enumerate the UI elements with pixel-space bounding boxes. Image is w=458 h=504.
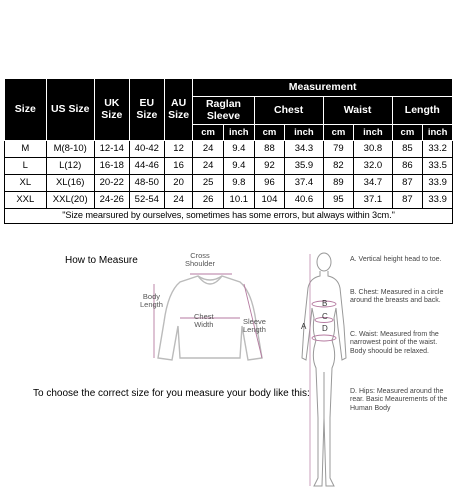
cell-chest-cm: 96 <box>254 175 285 192</box>
size-chart-table <box>4 78 453 224</box>
header-chest: Chest <box>254 97 323 125</box>
cell-raglan-inch: 9.4 <box>223 158 254 175</box>
cell-chest-cm: 88 <box>254 141 285 158</box>
unit-inch: inch <box>423 125 453 141</box>
cell-chest-inch: 35.9 <box>285 158 323 175</box>
cell-us: M(8-10) <box>46 141 94 158</box>
cell-waist-cm: 82 <box>323 158 354 175</box>
cell-length-cm: 87 <box>392 175 423 192</box>
cell-chest-inch: 37.4 <box>285 175 323 192</box>
unit-inch: inch <box>354 125 392 141</box>
cell-chest-inch: 34.3 <box>285 141 323 158</box>
body-length-label: Body Length <box>140 292 163 309</box>
measurement-note: "Size mearsured by ourselves, sometimes has some errors, but always within 3cm." <box>5 209 453 224</box>
cell-us: XL(16) <box>46 175 94 192</box>
table-row <box>5 175 453 192</box>
cell-length-inch: 33.5 <box>423 158 453 175</box>
cell-us: XXL(20) <box>46 192 94 209</box>
cell-size: XXL <box>5 192 47 209</box>
legend-b: B. Chest: Measured in a circle around the breasts and back. <box>350 289 444 305</box>
cell-waist-cm: 95 <box>323 192 354 209</box>
table-row <box>5 192 453 209</box>
cell-raglan-inch: 10.1 <box>223 192 254 209</box>
header-length: Length <box>392 97 452 125</box>
figure-label-c: C <box>322 312 328 321</box>
cell-us: L(12) <box>46 158 94 175</box>
cell-size: XL <box>5 175 47 192</box>
unit-inch: inch <box>285 125 323 141</box>
cell-size: L <box>5 158 47 175</box>
cell-raglan-cm: 24 <box>193 141 224 158</box>
cell-waist-inch: 32.0 <box>354 158 392 175</box>
cell-waist-inch: 34.7 <box>354 175 392 192</box>
figure-label-b: B <box>322 299 328 308</box>
cell-length-cm: 87 <box>392 192 423 209</box>
header-au-size: AU Size <box>164 79 192 141</box>
legend-a: A. Vertical height head to toe. <box>350 256 442 263</box>
unit-cm: cm <box>254 125 285 141</box>
cell-waist-cm: 79 <box>323 141 354 158</box>
cell-length-inch: 33.9 <box>423 175 453 192</box>
cell-waist-inch: 30.8 <box>354 141 392 158</box>
cell-uk: 24-26 <box>94 192 129 209</box>
cell-raglan-cm: 24 <box>193 158 224 175</box>
cell-chest-cm: 92 <box>254 158 285 175</box>
cell-eu: 48-50 <box>129 175 164 192</box>
unit-cm: cm <box>323 125 354 141</box>
unit-cm: cm <box>193 125 224 141</box>
cell-raglan-cm: 26 <box>193 192 224 209</box>
header-eu-size: EU Size <box>129 79 164 141</box>
table-row <box>5 158 453 175</box>
cell-waist-inch: 37.1 <box>354 192 392 209</box>
choose-size-instruction: To choose the correct size for you measure your body like this: <box>33 388 310 399</box>
figure-label-a: A <box>301 322 307 331</box>
header-measurement: Measurement <box>193 79 453 97</box>
table-row <box>5 141 453 158</box>
cell-chest-cm: 104 <box>254 192 285 209</box>
unit-inch: inch <box>223 125 254 141</box>
cell-au: 16 <box>164 158 192 175</box>
header-uk-size: UK Size <box>94 79 129 141</box>
cell-length-cm: 85 <box>392 141 423 158</box>
cell-eu: 40-42 <box>129 141 164 158</box>
header-raglan-sleeve: Raglan Sleeve <box>193 97 254 125</box>
header-size: Size <box>5 79 47 141</box>
chest-width-label: Chest Width <box>194 312 214 329</box>
header-waist: Waist <box>323 97 392 125</box>
legend-c: C. Waist: Measured from the narrowest point of the waist. Body shoould be relaxed. <box>350 331 439 355</box>
cell-au: 12 <box>164 141 192 158</box>
cell-raglan-inch: 9.8 <box>223 175 254 192</box>
how-to-measure-title: How to Measure <box>65 255 138 266</box>
cell-raglan-inch: 9.4 <box>223 141 254 158</box>
cell-waist-cm: 89 <box>323 175 354 192</box>
cell-chest-inch: 40.6 <box>285 192 323 209</box>
header-us-size: US Size <box>46 79 94 141</box>
cell-length-cm: 86 <box>392 158 423 175</box>
cell-eu: 44-46 <box>129 158 164 175</box>
cell-au: 20 <box>164 175 192 192</box>
cell-uk: 20-22 <box>94 175 129 192</box>
cell-au: 24 <box>164 192 192 209</box>
figure-label-d: D <box>322 324 328 333</box>
cell-uk: 16-18 <box>94 158 129 175</box>
body-figure <box>298 248 350 494</box>
unit-cm: cm <box>392 125 423 141</box>
cell-eu: 52-54 <box>129 192 164 209</box>
sleeve-length-label: Sleeve Length <box>243 317 266 334</box>
cell-uk: 12-14 <box>94 141 129 158</box>
cell-raglan-cm: 25 <box>193 175 224 192</box>
cell-length-inch: 33.9 <box>423 192 453 209</box>
cell-size: M <box>5 141 47 158</box>
cell-length-inch: 33.2 <box>423 141 453 158</box>
note-row <box>5 209 453 224</box>
cross-shoulder-label: Cross Shoulder <box>185 251 216 268</box>
legend-d: D. Hips: Measured around the rear. Basic Meaurements of the Human Body <box>350 388 448 412</box>
